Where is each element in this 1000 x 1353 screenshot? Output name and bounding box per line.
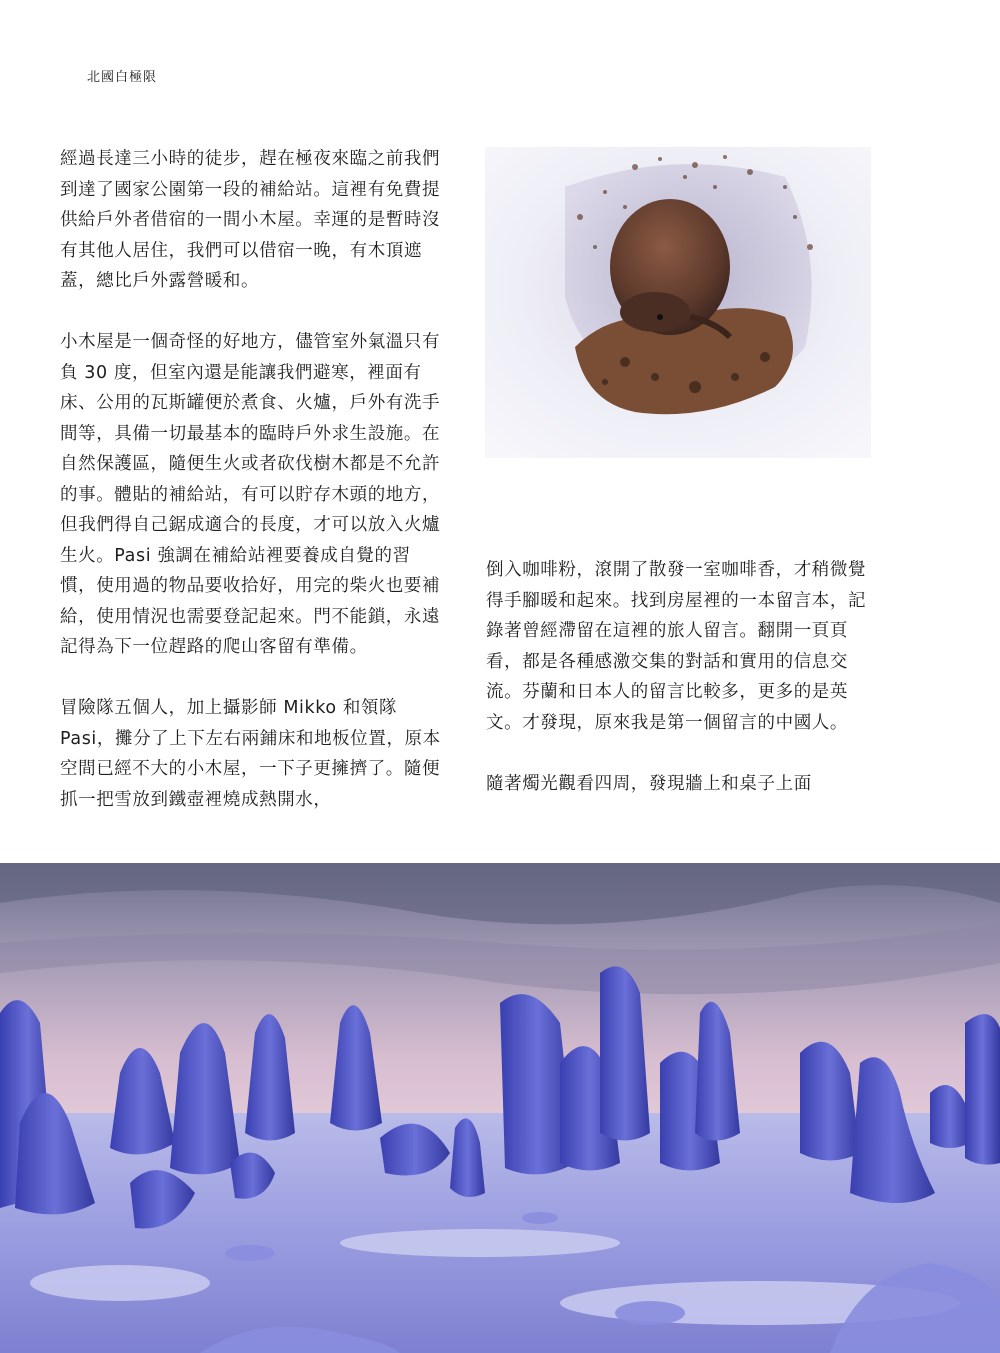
article-right-column bbox=[486, 555, 872, 830]
paragraph: 隨著燭光觀看四周，發現牆上和桌子上面 bbox=[486, 773, 812, 794]
snow-forest-photo bbox=[0, 863, 1000, 1353]
paragraph: 倒入咖啡粉，滾開了散發一室咖啡香，才稍微覺得手腳暖和起來。找到房屋裡的一本留言本，記錄著曾經滯留在這裡的旅人留言。翻開一頁頁看，都是各種感激交集的對話和實用的信息交流。芬蘭和日本人的留言比較多，更多的是英文。才發現，原來我是第一個留言的中國人。 bbox=[486, 560, 867, 733]
article-left-column bbox=[60, 144, 445, 846]
vole-illustration bbox=[485, 147, 871, 458]
paragraph: 小木屋是一個奇怪的好地方，儘管室外氣溫只有負 30 度，但室內還是能讓我們避寒，裡面有床、公用的瓦斯罐便於煮食、火爐，戶外有洗手間等，具備一切最基本的臨時戶外求生設施。在自然保護區，隨便生火或者砍伐樹木都是不允許的事。體貼的補給站，有可以貯存木頭的地方，但我們得自己鋸成適合的長度，才可以放入火爐生火。Pasi 強調在補給站裡要養成自覺的習慣，使用過的物品要收拾好，用完的柴火也要補給，使用情況也需要登記起來。門不能鎖，永遠記得為下一位趕路的爬山客留有準備。 bbox=[60, 332, 441, 657]
vole-photo bbox=[485, 147, 871, 458]
paragraph: 冒險隊五個人，加上攝影師 Mikko 和領隊 Pasi，攤分了上下左右兩鋪床和地板位置，原本空間已經不大的小木屋，一下子更擁擠了。隨便抓一把雪放到鐵壺裡燒成熱開水， bbox=[60, 698, 441, 810]
paragraph: 經過長達三小時的徒步，趕在極夜來臨之前我們到達了國家公園第一段的補給站。這裡有免費提供給戶外者借宿的一間小木屋。幸運的是暫時沒有其他人居住，我們可以借宿一晚，有木頂遮蓋，總比戶外露營暖和。 bbox=[60, 149, 441, 291]
running-header: 北國白極限 bbox=[87, 70, 158, 85]
snow-forest-illustration bbox=[0, 863, 1000, 1353]
